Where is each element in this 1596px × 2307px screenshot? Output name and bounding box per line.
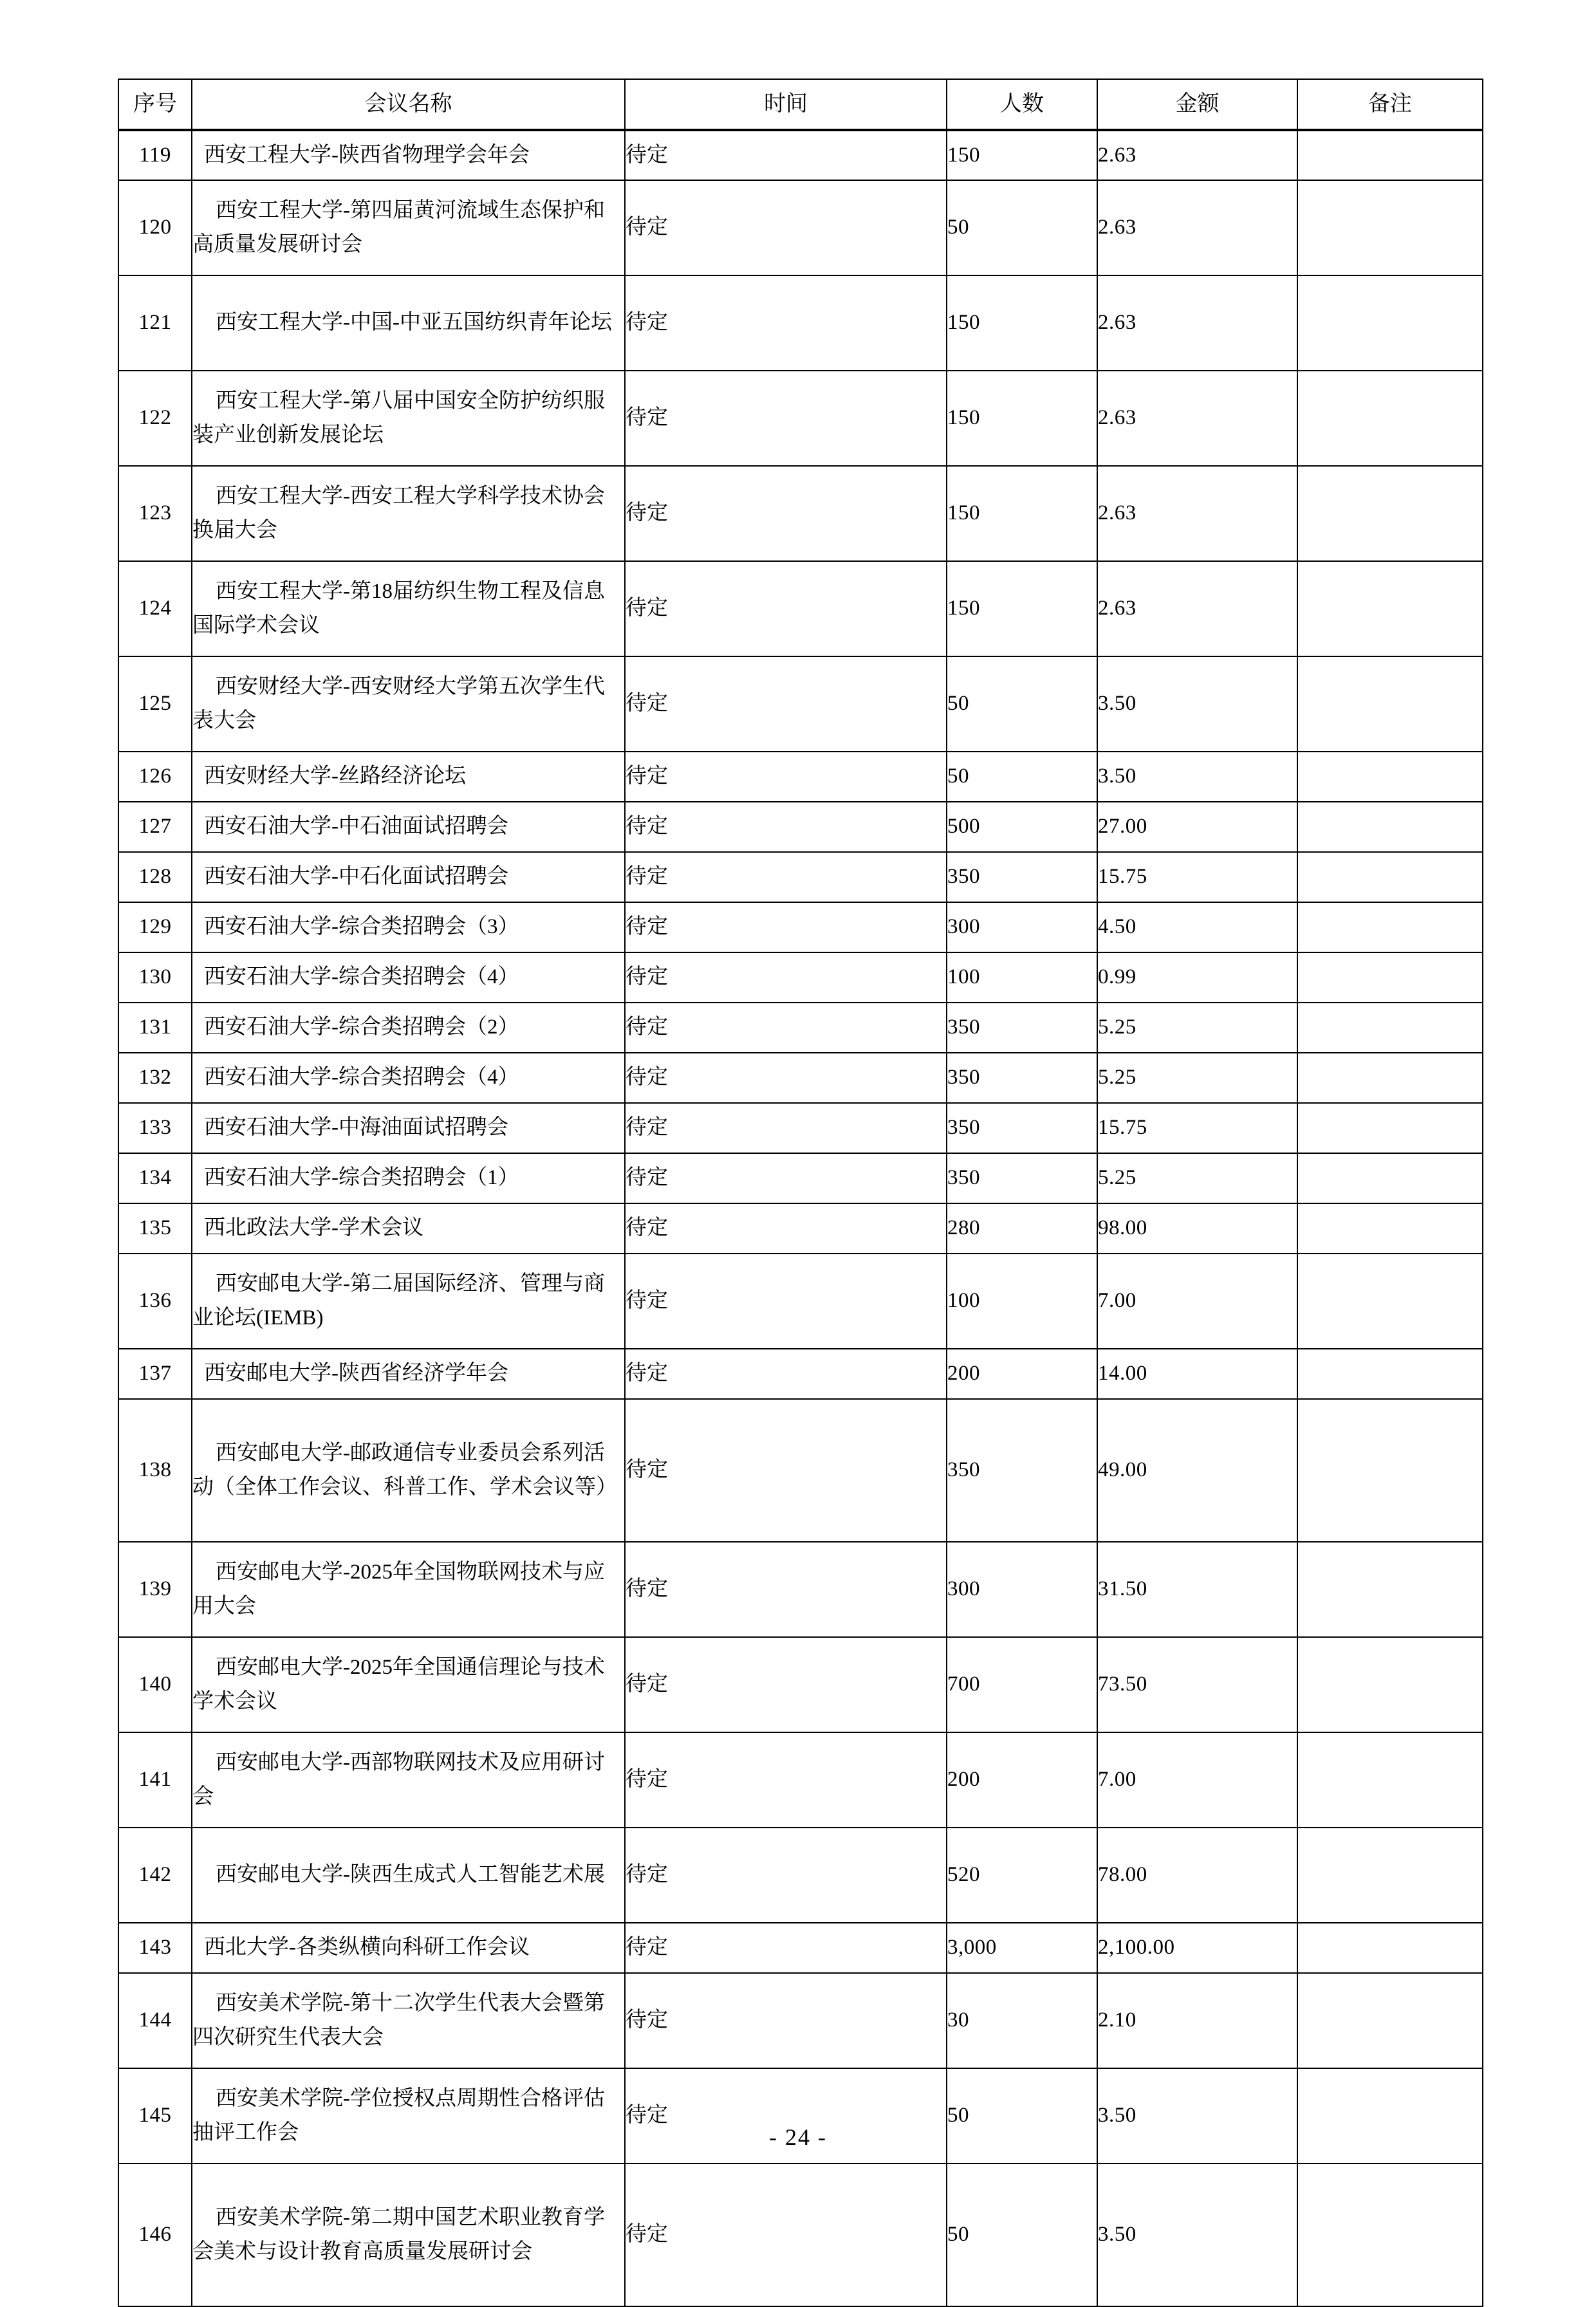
cell-name: 西安美术学院-第二期中国艺术职业教育学会美术与设计教育高质量发展研讨会 [192, 2163, 625, 2306]
cell-time: 待定 [625, 902, 947, 952]
cell-seq: 128 [118, 852, 192, 902]
cell-seq: 139 [118, 1542, 192, 1637]
cell-count: 350 [947, 1153, 1097, 1203]
cell-count: 200 [947, 1732, 1097, 1828]
cell-amount: 2.63 [1097, 561, 1297, 656]
cell-time: 待定 [625, 1103, 947, 1153]
cell-amount: 2.63 [1097, 275, 1297, 371]
cell-amount: 7.00 [1097, 1732, 1297, 1828]
cell-amount: 4.50 [1097, 902, 1297, 952]
cell-name: 西安美术学院-第十二次学生代表大会暨第四次研究生代表大会 [192, 1973, 625, 2068]
cell-name: 西安工程大学-陕西省物理学会年会 [192, 130, 625, 180]
cell-seq: 146 [118, 2163, 192, 2306]
cell-name: 西安石油大学-综合类招聘会（4） [192, 1053, 625, 1103]
cell-seq: 141 [118, 1732, 192, 1828]
table-body [118, 130, 1483, 2306]
table-row [118, 1542, 1483, 1637]
cell-amount: 15.75 [1097, 852, 1297, 902]
table-row [118, 802, 1483, 852]
cell-time: 待定 [625, 1732, 947, 1828]
cell-count: 300 [947, 1542, 1097, 1637]
cell-time: 待定 [625, 952, 947, 1003]
cell-name: 西安工程大学-第四届黄河流域生态保护和高质量发展研讨会 [192, 180, 625, 275]
cell-count: 200 [947, 1349, 1097, 1399]
table-row [118, 1053, 1483, 1103]
cell-count: 350 [947, 1003, 1097, 1053]
table-row [118, 952, 1483, 1003]
cell-count: 150 [947, 561, 1097, 656]
cell-amount: 2.10 [1097, 1973, 1297, 2068]
cell-amount: 0.99 [1097, 952, 1297, 1003]
cell-time: 待定 [625, 130, 947, 180]
table-row [118, 561, 1483, 656]
table-row [118, 1203, 1483, 1254]
cell-note [1297, 1053, 1483, 1103]
cell-count: 3,000 [947, 1923, 1097, 1973]
cell-name: 西安工程大学-西安工程大学科学技术协会换届大会 [192, 466, 625, 561]
cell-count: 50 [947, 180, 1097, 275]
table-row [118, 902, 1483, 952]
cell-note [1297, 656, 1483, 752]
table-row [118, 275, 1483, 371]
cell-seq: 123 [118, 466, 192, 561]
cell-note [1297, 1349, 1483, 1399]
cell-amount: 27.00 [1097, 802, 1297, 852]
cell-note [1297, 1828, 1483, 1923]
cell-seq: 134 [118, 1153, 192, 1203]
cell-name: 西安邮电大学-陕西生成式人工智能艺术展 [192, 1828, 625, 1923]
cell-note [1297, 1103, 1483, 1153]
cell-seq: 143 [118, 1923, 192, 1973]
cell-name: 西安财经大学-西安财经大学第五次学生代表大会 [192, 656, 625, 752]
cell-time: 待定 [625, 1203, 947, 1254]
cell-amount: 2.63 [1097, 130, 1297, 180]
column-header-time: 时间 [625, 79, 947, 130]
cell-note [1297, 1203, 1483, 1254]
cell-name: 西安美术学院-学位授权点周期性合格评估抽评工作会 [192, 2068, 625, 2163]
table-row [118, 1828, 1483, 1923]
column-header-seq: 序号 [118, 79, 192, 130]
cell-time: 待定 [625, 275, 947, 371]
cell-amount: 2.63 [1097, 180, 1297, 275]
table-row [118, 1732, 1483, 1828]
column-header-count: 人数 [947, 79, 1097, 130]
cell-count: 350 [947, 1053, 1097, 1103]
cell-note [1297, 752, 1483, 802]
cell-time: 待定 [625, 752, 947, 802]
cell-time: 待定 [625, 802, 947, 852]
cell-name: 西安工程大学-中国-中亚五国纺织青年论坛 [192, 275, 625, 371]
cell-time: 待定 [625, 1254, 947, 1349]
cell-time: 待定 [625, 656, 947, 752]
cell-count: 30 [947, 1973, 1097, 2068]
cell-name: 西安石油大学-综合类招聘会（2） [192, 1003, 625, 1053]
cell-note [1297, 466, 1483, 561]
cell-count: 350 [947, 852, 1097, 902]
cell-note [1297, 1003, 1483, 1053]
cell-count: 350 [947, 1103, 1097, 1153]
cell-name: 西安邮电大学-陕西省经济学年会 [192, 1349, 625, 1399]
cell-time: 待定 [625, 1828, 947, 1923]
meeting-table [118, 79, 1483, 2307]
cell-amount: 2.63 [1097, 371, 1297, 466]
cell-seq: 136 [118, 1254, 192, 1349]
cell-amount: 78.00 [1097, 1828, 1297, 1923]
cell-count: 700 [947, 1637, 1097, 1732]
cell-note [1297, 2163, 1483, 2306]
cell-amount: 5.25 [1097, 1053, 1297, 1103]
cell-amount: 2,100.00 [1097, 1923, 1297, 1973]
cell-name: 西安石油大学-综合类招聘会（1） [192, 1153, 625, 1203]
cell-time: 待定 [625, 1003, 947, 1053]
cell-count: 100 [947, 1254, 1097, 1349]
cell-seq: 130 [118, 952, 192, 1003]
cell-name: 西安石油大学-中海油面试招聘会 [192, 1103, 625, 1153]
cell-note [1297, 952, 1483, 1003]
table-row [118, 752, 1483, 802]
cell-time: 待定 [625, 1349, 947, 1399]
cell-seq: 140 [118, 1637, 192, 1732]
table-row [118, 852, 1483, 902]
table-row [118, 1153, 1483, 1203]
cell-name: 西安邮电大学-2025年全国通信理论与技术学术会议 [192, 1637, 625, 1732]
cell-seq: 125 [118, 656, 192, 752]
table-row [118, 1349, 1483, 1399]
cell-note [1297, 902, 1483, 952]
cell-count: 50 [947, 2068, 1097, 2163]
cell-note [1297, 802, 1483, 852]
cell-time: 待定 [625, 2163, 947, 2306]
cell-count: 350 [947, 1399, 1097, 1542]
table-row [118, 2163, 1483, 2306]
cell-note [1297, 1637, 1483, 1732]
cell-seq: 133 [118, 1103, 192, 1153]
cell-count: 280 [947, 1203, 1097, 1254]
cell-seq: 126 [118, 752, 192, 802]
cell-seq: 145 [118, 2068, 192, 2163]
cell-seq: 127 [118, 802, 192, 852]
cell-seq: 129 [118, 902, 192, 952]
cell-seq: 137 [118, 1349, 192, 1399]
cell-amount: 14.00 [1097, 1349, 1297, 1399]
cell-amount: 5.25 [1097, 1153, 1297, 1203]
cell-amount: 31.50 [1097, 1542, 1297, 1637]
cell-name: 西安工程大学-第18届纺织生物工程及信息国际学术会议 [192, 561, 625, 656]
cell-name: 西安石油大学-综合类招聘会（4） [192, 952, 625, 1003]
cell-seq: 119 [118, 130, 192, 180]
cell-note [1297, 1732, 1483, 1828]
cell-time: 待定 [625, 852, 947, 902]
cell-note [1297, 1923, 1483, 1973]
table-row [118, 1003, 1483, 1053]
cell-time: 待定 [625, 1053, 947, 1103]
table-header-row [118, 79, 1483, 130]
cell-count: 500 [947, 802, 1097, 852]
table-header [118, 79, 1483, 130]
table-row [118, 1637, 1483, 1732]
table-row [118, 130, 1483, 180]
cell-seq: 135 [118, 1203, 192, 1254]
cell-note [1297, 852, 1483, 902]
table-row [118, 1399, 1483, 1542]
cell-time: 待定 [625, 371, 947, 466]
table-row [118, 1973, 1483, 2068]
cell-count: 50 [947, 656, 1097, 752]
cell-amount: 3.50 [1097, 2068, 1297, 2163]
table-row [118, 1103, 1483, 1153]
cell-seq: 124 [118, 561, 192, 656]
cell-note [1297, 1153, 1483, 1203]
table-row [118, 466, 1483, 561]
cell-note [1297, 1399, 1483, 1542]
cell-seq: 144 [118, 1973, 192, 2068]
cell-count: 150 [947, 130, 1097, 180]
cell-amount: 2.63 [1097, 466, 1297, 561]
column-header-name: 会议名称 [192, 79, 625, 130]
cell-name: 西安石油大学-中石化面试招聘会 [192, 852, 625, 902]
cell-seq: 132 [118, 1053, 192, 1103]
cell-count: 150 [947, 466, 1097, 561]
cell-name: 西安财经大学-丝路经济论坛 [192, 752, 625, 802]
column-header-amount: 金额 [1097, 79, 1297, 130]
column-header-note: 备注 [1297, 79, 1483, 130]
cell-seq: 138 [118, 1399, 192, 1542]
cell-count: 150 [947, 275, 1097, 371]
page-number: - 24 - [769, 2124, 827, 2150]
cell-note [1297, 1973, 1483, 2068]
table-row [118, 1923, 1483, 1973]
cell-name: 西安邮电大学-2025年全国物联网技术与应用大会 [192, 1542, 625, 1637]
cell-time: 待定 [625, 561, 947, 656]
cell-seq: 121 [118, 275, 192, 371]
cell-name: 西安邮电大学-第二届国际经济、管理与商业论坛(IEMB) [192, 1254, 625, 1349]
table-row [118, 371, 1483, 466]
cell-amount: 3.50 [1097, 752, 1297, 802]
cell-name: 西安工程大学-第八届中国安全防护纺织服装产业创新发展论坛 [192, 371, 625, 466]
cell-time: 待定 [625, 1637, 947, 1732]
cell-count: 50 [947, 2163, 1097, 2306]
cell-name: 西安邮电大学-西部物联网技术及应用研讨会 [192, 1732, 625, 1828]
cell-time: 待定 [625, 466, 947, 561]
cell-seq: 120 [118, 180, 192, 275]
cell-note [1297, 1542, 1483, 1637]
cell-time: 待定 [625, 1973, 947, 2068]
cell-seq: 122 [118, 371, 192, 466]
cell-time: 待定 [625, 1923, 947, 1973]
cell-name: 西北大学-各类纵横向科研工作会议 [192, 1923, 625, 1973]
cell-amount: 73.50 [1097, 1637, 1297, 1732]
cell-count: 520 [947, 1828, 1097, 1923]
cell-count: 300 [947, 902, 1097, 952]
cell-note [1297, 561, 1483, 656]
cell-amount: 3.50 [1097, 2163, 1297, 2306]
cell-time: 待定 [625, 180, 947, 275]
cell-amount: 49.00 [1097, 1399, 1297, 1542]
cell-count: 100 [947, 952, 1097, 1003]
table-row [118, 180, 1483, 275]
cell-amount: 7.00 [1097, 1254, 1297, 1349]
cell-name: 西安石油大学-中石油面试招聘会 [192, 802, 625, 852]
cell-count: 150 [947, 371, 1097, 466]
cell-name: 西安石油大学-综合类招聘会（3） [192, 902, 625, 952]
cell-amount: 15.75 [1097, 1103, 1297, 1153]
cell-name: 西北政法大学-学术会议 [192, 1203, 625, 1254]
table-row [118, 656, 1483, 752]
cell-note [1297, 180, 1483, 275]
table-row [118, 1254, 1483, 1349]
cell-amount: 3.50 [1097, 656, 1297, 752]
meeting-table-container [118, 79, 1482, 2307]
cell-time: 待定 [625, 1399, 947, 1542]
cell-time: 待定 [625, 2068, 947, 2163]
cell-time: 待定 [625, 1542, 947, 1637]
cell-seq: 131 [118, 1003, 192, 1053]
cell-note [1297, 1254, 1483, 1349]
cell-note [1297, 275, 1483, 371]
cell-note [1297, 371, 1483, 466]
cell-name: 西安邮电大学-邮政通信专业委员会系列活动（全体工作会议、科普工作、学术会议等） [192, 1399, 625, 1542]
cell-amount: 98.00 [1097, 1203, 1297, 1254]
cell-seq: 142 [118, 1828, 192, 1923]
cell-time: 待定 [625, 1153, 947, 1203]
cell-count: 50 [947, 752, 1097, 802]
cell-note [1297, 130, 1483, 180]
cell-amount: 5.25 [1097, 1003, 1297, 1053]
